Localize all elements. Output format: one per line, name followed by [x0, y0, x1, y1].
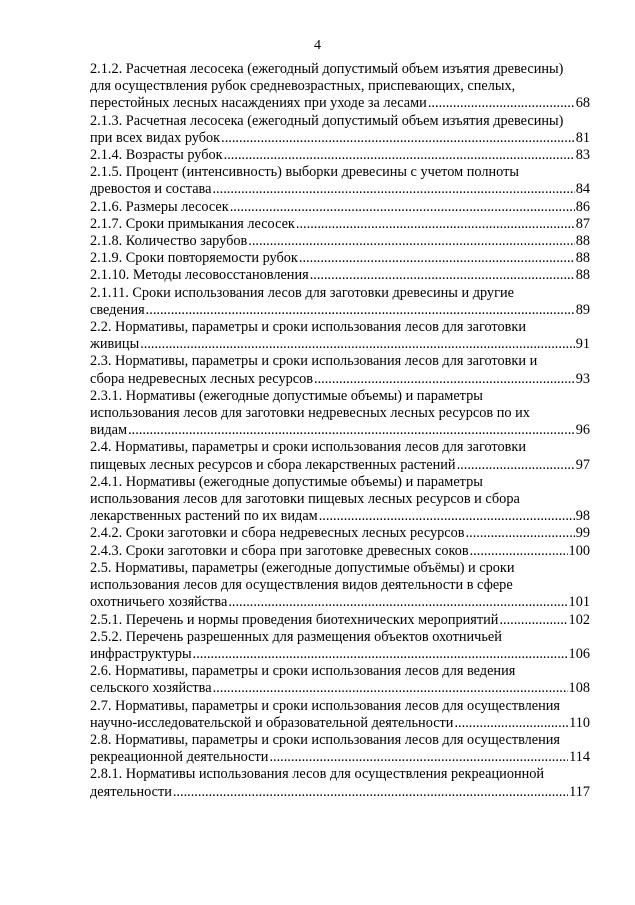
dot-leader — [221, 130, 575, 147]
toc-entry[interactable] — [90, 525, 590, 542]
toc-entry-title-line: 2.1.6. Размеры лесосек — [90, 198, 229, 215]
dot-leader — [140, 336, 575, 353]
toc-entry-title-line: 2.1.11. Сроки использования лесов для заготовки древесины и другие — [90, 284, 514, 301]
toc-entry-title-line: 2.1.3. Расчетная лесосека (ежегодный допустимый объем изъятия древесины) — [90, 112, 564, 129]
toc-entry-page-number: 99 — [575, 525, 590, 542]
dot-leader — [212, 181, 574, 198]
toc-entry[interactable] — [90, 164, 590, 198]
dot-leader — [213, 680, 568, 697]
toc-entry[interactable] — [90, 543, 590, 560]
toc-entry-title-line: использования лесов для заготовки пищевых лесных ресурсов и сбора — [90, 491, 520, 508]
toc-entry-title-line: лекарственных растений по их видам — [90, 508, 318, 525]
dot-leader — [193, 646, 568, 663]
dot-leader — [454, 715, 568, 732]
toc-entry[interactable] — [90, 698, 590, 732]
dot-leader — [224, 147, 575, 164]
toc-entry-title-line: перестойных лесных насаждениях при уходе за лесами — [90, 95, 427, 112]
toc-entry-page-number: 83 — [575, 147, 590, 164]
toc-entry-title-line: пищевых лесных ресурсов и сбора лекарственных растений — [90, 456, 456, 473]
toc-entry-page-number: 96 — [575, 422, 590, 439]
toc-entry-page-number: 88 — [575, 250, 590, 267]
toc-entry-title-line: 2.2. Нормативы, параметры и сроки использования лесов для заготовки — [90, 319, 526, 336]
toc-entry-title-line: 2.4.2. Сроки заготовки и сбора недревесных лесных ресурсов — [90, 525, 465, 542]
toc-entry[interactable] — [90, 147, 590, 164]
toc-entry-title-line: 2.1.8. Количество зарубов — [90, 233, 248, 250]
toc-entry-page-number: 87 — [575, 215, 590, 232]
toc-entry-title-line: рекреационной деятельности — [90, 749, 269, 766]
toc-entry[interactable] — [90, 629, 590, 663]
toc-entry[interactable] — [90, 267, 590, 284]
toc-entry-page-number: 88 — [575, 233, 590, 250]
toc-entry-title-line: 2.4. Нормативы, параметры и сроки использования лесов для заготовки — [90, 439, 526, 456]
toc-entry-page-number: 86 — [575, 198, 590, 215]
page-number: 4 — [314, 38, 321, 53]
dot-leader — [269, 749, 568, 766]
toc-entry-page-number: 102 — [568, 611, 590, 628]
dot-leader — [296, 216, 575, 233]
toc-entry[interactable] — [90, 319, 590, 353]
toc-entry-title-line: видам — [90, 422, 128, 439]
dot-leader — [248, 233, 574, 250]
toc-entry-title-line: сельского хозяйства — [90, 680, 212, 697]
toc-entry[interactable] — [90, 216, 590, 233]
toc-entry-page-number: 88 — [575, 267, 590, 284]
toc-entry-title-line: 2.1.2. Расчетная лесосека (ежегодный допустимый объем изъятия древесины) — [90, 61, 564, 77]
dot-leader — [146, 302, 575, 319]
toc-entry-page-number: 97 — [575, 456, 590, 473]
table-of-contents — [90, 61, 590, 801]
toc-entry-page-number: 81 — [575, 129, 590, 146]
toc-entry-page-number: 101 — [568, 594, 590, 611]
toc-entry[interactable] — [90, 732, 590, 766]
toc-entry-page-number: 106 — [568, 645, 590, 662]
toc-entry-title-line: инфраструктуры — [90, 645, 192, 662]
toc-entry[interactable] — [90, 250, 590, 267]
toc-entry-title-line: 2.4.1. Нормативы (ежегодные допустимые объемы) и параметры — [90, 473, 483, 490]
toc-entry-title-line: 2.1.10. Методы лесовосстановления — [90, 267, 309, 284]
toc-entry[interactable] — [90, 285, 590, 319]
dot-leader — [228, 594, 567, 611]
toc-entry[interactable] — [90, 612, 590, 629]
toc-entry-title-line: для осуществления рубок средневозрастных, приспевающих, спелых, — [90, 78, 516, 95]
toc-entry-title-line: сбора недревесных лесных ресурсов — [90, 370, 313, 387]
dot-leader — [310, 267, 575, 284]
toc-entry-title-line: 2.1.5. Процент (интенсивность) выборки древесины с учетом полноты — [90, 164, 519, 181]
toc-entry-title-line: научно-исследовательской и образовательной деятельности — [90, 714, 454, 731]
dot-leader — [128, 422, 575, 439]
toc-entry-title-line: 2.3.1. Нормативы (ежегодные допустимые объемы) и параметры — [90, 387, 483, 404]
toc-entry-title-line: деятельности — [90, 783, 172, 800]
dot-leader — [230, 199, 575, 216]
toc-entry-title-line: охотничьего хозяйства — [90, 594, 228, 611]
toc-entry[interactable] — [90, 388, 590, 440]
toc-entry-page-number: 114 — [569, 749, 590, 766]
toc-entry-title-line: 2.8.1. Нормативы использования лесов для осуществления рекреационной — [90, 766, 545, 783]
dot-leader — [299, 250, 575, 267]
toc-entry-page-number: 98 — [575, 508, 590, 525]
toc-entry-page-number: 100 — [568, 542, 590, 559]
toc-entry[interactable] — [90, 766, 590, 800]
toc-entry-title-line: 2.8. Нормативы, параметры и сроки использования лесов для осуществления — [90, 731, 561, 748]
dot-leader — [466, 525, 575, 542]
toc-entry[interactable] — [90, 560, 590, 612]
toc-entry-title-line: древостоя и состава — [90, 181, 212, 198]
toc-entry-title-line: живицы — [90, 336, 140, 353]
toc-entry[interactable] — [90, 199, 590, 216]
toc-entry-page-number: 89 — [575, 301, 590, 318]
toc-entry-title-line: сведения — [90, 301, 145, 318]
toc-entry-title-line: 2.5.1. Перечень и нормы проведения биотехнических мероприятий — [90, 611, 499, 628]
toc-entry[interactable] — [90, 113, 590, 147]
toc-entry[interactable] — [90, 353, 590, 387]
toc-entry-title-line: использования лесов для заготовки недревесных лесных ресурсов по их — [90, 405, 530, 422]
dot-leader — [428, 95, 575, 112]
toc-entry-title-line: 2.7. Нормативы, параметры и сроки использования лесов для осуществления — [90, 697, 561, 714]
toc-entry-title-line: 2.4.3. Сроки заготовки и сбора при заготовке древесных соков — [90, 542, 469, 559]
dot-leader — [470, 543, 568, 560]
dot-leader — [319, 508, 575, 525]
toc-entry[interactable] — [90, 61, 590, 113]
toc-entry-title-line: 2.3. Нормативы, параметры и сроки использования лесов для заготовки и — [90, 353, 538, 370]
dot-leader — [457, 457, 575, 474]
toc-entry-title-line: 2.1.9. Сроки повторяемости рубок — [90, 250, 298, 267]
toc-entry-page-number: 91 — [575, 336, 590, 353]
toc-entry-title-line: 2.6. Нормативы, параметры и сроки использования лесов для ведения — [90, 663, 516, 680]
toc-entry-title-line: при всех видах рубок — [90, 129, 221, 146]
toc-entry-title-line: 2.1.4. Возрасты рубок — [90, 147, 223, 164]
dot-leader — [314, 371, 575, 388]
toc-entry-title-line: 2.5.2. Перечень разрешенных для размещения объектов охотничьей — [90, 628, 502, 645]
toc-entry-title-line: 2.5. Нормативы, параметры (ежегодные допустимые объёмы) и сроки — [90, 559, 515, 576]
toc-entry[interactable] — [90, 663, 590, 697]
dot-leader — [499, 612, 567, 629]
toc-entry-title-line: 2.1.7. Сроки примыкания лесосек — [90, 215, 295, 232]
dot-leader — [173, 784, 568, 801]
toc-entry-page-number: 84 — [575, 181, 590, 198]
toc-entry-page-number: 93 — [575, 370, 590, 387]
toc-entry[interactable] — [90, 439, 590, 473]
toc-entry-page-number: 110 — [569, 714, 590, 731]
toc-entry[interactable] — [90, 233, 590, 250]
toc-entry[interactable] — [90, 474, 590, 526]
toc-entry-page-number: 108 — [568, 680, 590, 697]
toc-entry-page-number: 117 — [569, 783, 590, 800]
toc-entry-title-line: использования лесов для осуществления видов деятельности в сфере — [90, 577, 513, 594]
toc-entry-page-number: 68 — [575, 95, 590, 112]
